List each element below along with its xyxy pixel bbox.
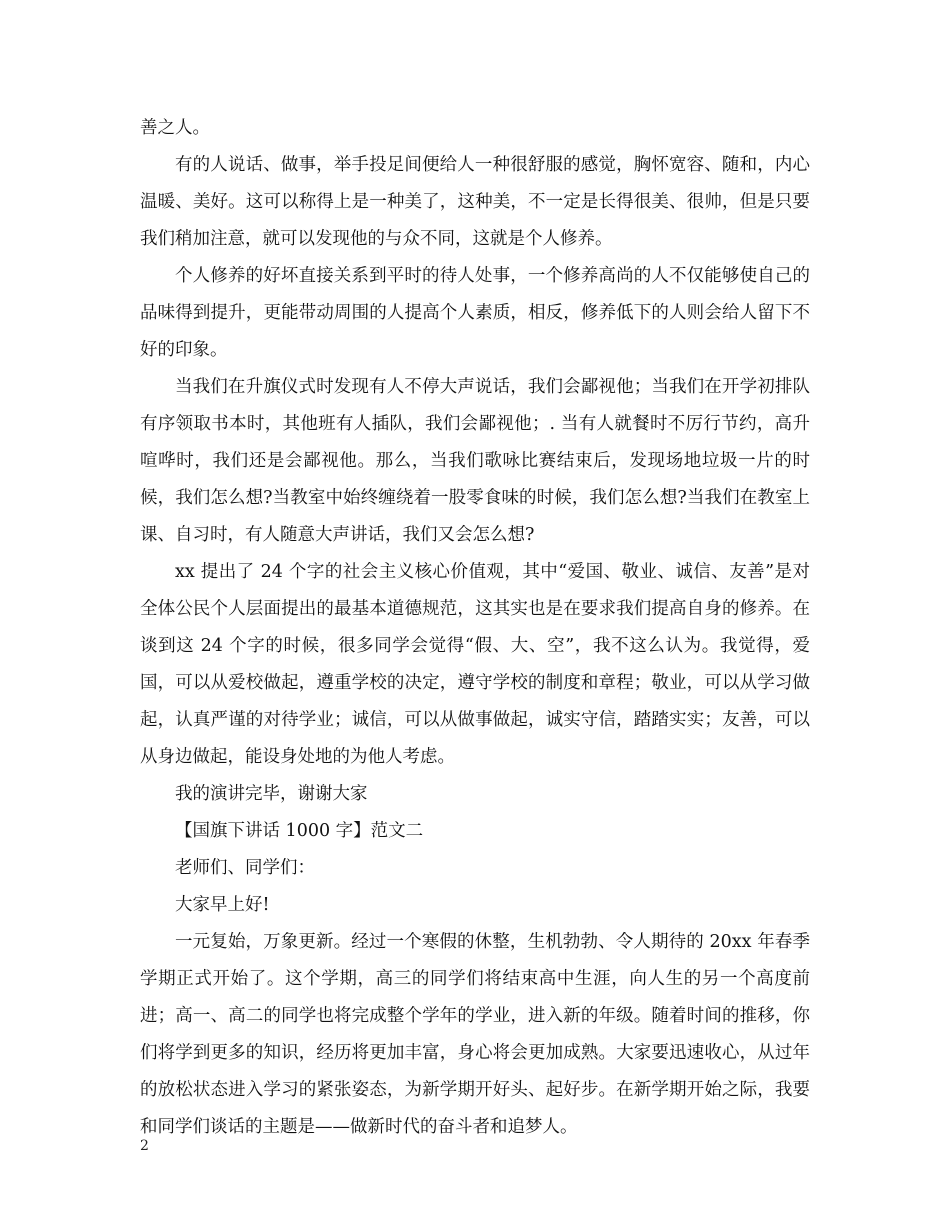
paragraph-2: 有的人说话、做事，举手投足间便给人一种很舒服的感觉，胸怀宽容、随和，内心温暖、美好。这可以称得上是一种美了，这种美，不一定是长得很美、很帅，但是只要我们稍加注意，就可以发现他的与众不同，这就是个人修养。	[140, 155, 810, 249]
document-body	[140, 110, 810, 1146]
paragraph-1: 善之人。	[140, 118, 210, 138]
paragraph-10: 一元复始，万象更新。经过一个寒假的休整，生机勃勃、令人期待的 20xx 年春季学期正式开始了。这个学期，高三的同学们将结束高中生涯，向人生的另一个高度前进；高一、高二的同学也将完成整个学年的学业，进入新的年级。随着时间的推移，你们将学到更多的知识，经历将更加丰富，身心将会更加成熟。大家要迅速收心，从过年的放松状态进入学习的紧张姿态，为新学期开好头、起好步。在新学期开始之际，我要和同学们谈话的主题是——做新时代的奋斗者和追梦人。	[140, 932, 810, 1137]
paragraph-9-greeting: 大家早上好!	[175, 895, 270, 915]
paragraph-5: xx 提出了 24 个字的社会主义核心价值观，其中“爱国、敬业、诚信、友善”是对全体公民个人层面提出的最基本道德规范，这其实也是在要求我们提高自身的修养。在谈到这 24 个字的时候，很多同学会觉得“假、大、空”，我不这么认为。我觉得，爱国，可以从爱校做起，遵重学校的决定，遵守学校的制度和章程；敬业，可以从学习做起，认真严谨的对待学业；诚信，可以从做事做起，诚实守信，踏踏实实；友善，可以从身边做起，能设身处地的为他人考虑。	[140, 562, 810, 767]
paragraph-7-heading: 【国旗下讲话 1000 字】范文二	[175, 821, 424, 841]
paragraph-8-salutation: 老师们、同学们：	[175, 858, 315, 878]
paragraph-3: 个人修养的好坏直接关系到平时的待人处事，一个修养高尚的人不仅能够使自己的品味得到提升，更能带动周围的人提高个人素质，相反，修养低下的人则会给人留下不好的印象。	[140, 266, 810, 360]
page-number: 2	[140, 1138, 149, 1154]
paragraph-4: 当我们在升旗仪式时发现有人不停大声说话，我们会鄙视他；当我们在开学初排队有序领取书本时，其他班有人插队，我们会鄙视他；. 当有人就餐时不厉行节约，高升喧哗时，我们还是会鄙视他。那么，当我们歌咏比赛结束后，发现场地垃圾一片的时候，我们怎么想?当教室中始终缠绕着一股零食味的时候，我们怎么想?当我们在教室上课、自习时，有人随意大声讲话，我们又会怎么想?	[140, 377, 810, 545]
paragraph-6: 我的演讲完毕，谢谢大家	[175, 784, 368, 804]
